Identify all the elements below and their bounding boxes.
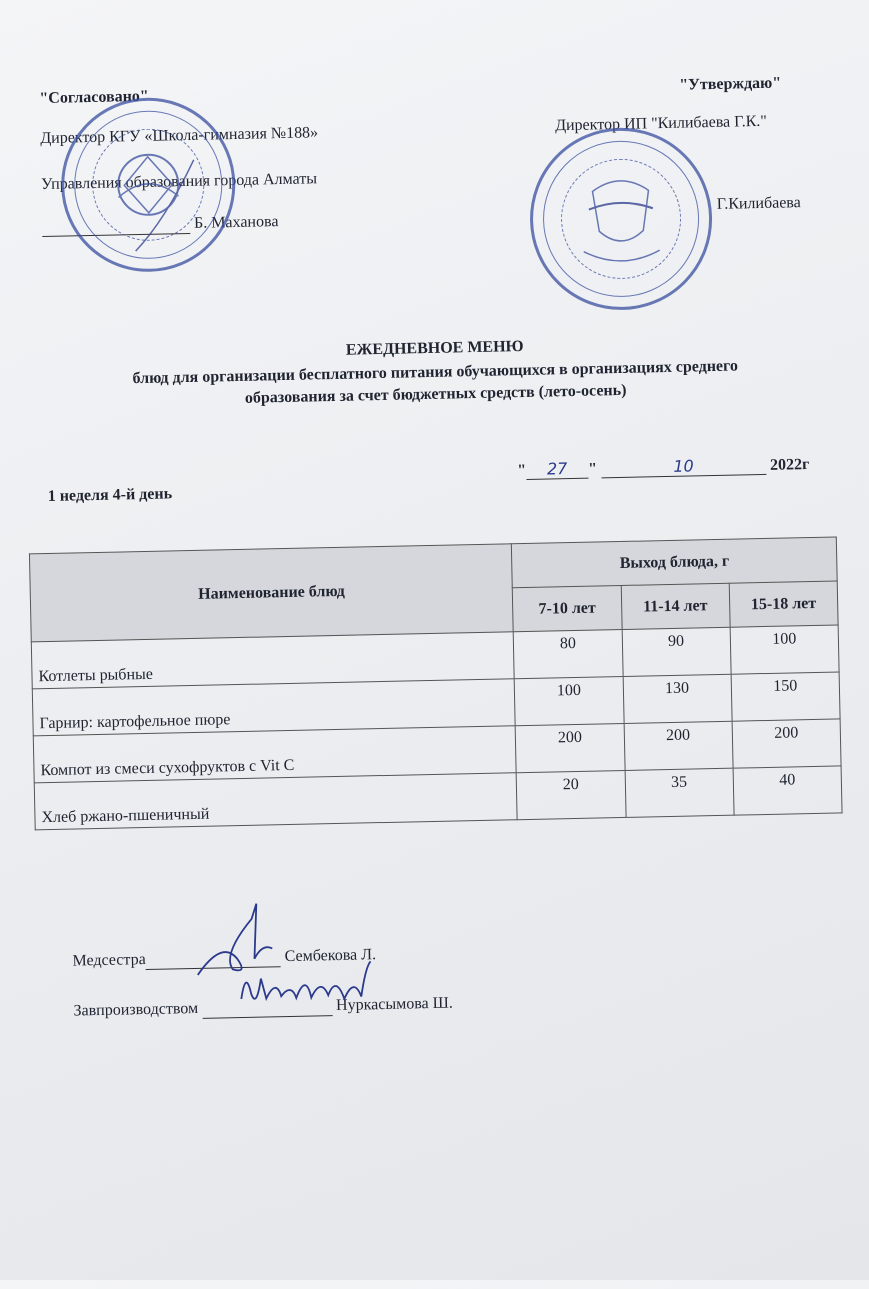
- header-dish-name: Наименование блюд: [29, 544, 513, 642]
- yield-value: 130: [623, 674, 732, 723]
- yield-value: 40: [733, 766, 842, 815]
- yield-value: 100: [515, 676, 624, 725]
- school-stamp: [59, 96, 237, 274]
- yield-value: 150: [731, 672, 840, 721]
- yield-value: 200: [624, 721, 733, 770]
- approval-left-line2: Управления образования города Алматы: [41, 170, 318, 194]
- menu-table: [29, 536, 843, 830]
- approval-left-sign-name: Б. Маханова: [193, 213, 279, 232]
- yield-value: 100: [730, 625, 839, 674]
- yield-value: 90: [622, 627, 731, 676]
- date-year: 2022г: [769, 456, 810, 474]
- week-day-label: 1 неделя 4-й день: [47, 485, 173, 505]
- chef-signature-icon: [235, 956, 376, 1019]
- header-age-15-18: 15-18 лет: [729, 581, 838, 627]
- dish-name: Котлеты рыбные: [31, 632, 514, 689]
- header-age-7-10: 7-10 лет: [513, 586, 622, 632]
- approval-right-label: "Утверждаю": [679, 74, 782, 94]
- emblem-icon: [63, 99, 234, 270]
- date-close-quote: ": [588, 460, 598, 478]
- yield-value: 200: [732, 719, 841, 768]
- chef-name: Нуркасымова Ш.: [335, 994, 453, 1015]
- date-open-quote: ": [517, 461, 527, 480]
- document-title: ЕЖЕДНЕВНОЕ МЕНЮ: [345, 337, 524, 359]
- stamp-center-icon: [531, 129, 711, 309]
- approval-right-line1: Директор ИП "Килибаева Г.К.": [554, 112, 768, 135]
- approval-right-sign-name: Г.Килибаева: [716, 194, 801, 213]
- nurse-name: Сембекова Л.: [284, 946, 377, 966]
- yield-value: 200: [515, 723, 624, 772]
- dish-name: Хлеб ржано-пшеничный: [34, 773, 517, 830]
- nurse-label: Медсестра: [72, 951, 146, 970]
- approval-left-label: "Согласовано": [39, 87, 149, 108]
- dish-name: Гарнир: картофельное пюре: [32, 679, 515, 736]
- yield-value: 20: [516, 770, 625, 819]
- document-subtitle-1: блюд для организации бесплатного питания обучающихся в организациях среднего: [132, 357, 739, 388]
- date-day: 27: [526, 459, 588, 480]
- document-subtitle-2: образования за счет бюджетных средств (лето-осень): [244, 381, 627, 407]
- header-age-11-14: 11-14 лет: [621, 583, 730, 629]
- approval-left-line1: Директор КГУ «Школа-гимназия №188»: [40, 124, 319, 148]
- yield-value: 35: [625, 768, 734, 817]
- company-stamp: [528, 126, 714, 312]
- date-line: [517, 454, 809, 480]
- yield-value: 80: [514, 629, 623, 678]
- chef-label: Завпроизводством: [73, 999, 199, 1020]
- date-month: 10: [601, 455, 766, 478]
- dish-name: Компот из смеси сухофруктов с Vit C: [33, 726, 516, 783]
- header-yield: Выход блюда, г: [512, 537, 838, 588]
